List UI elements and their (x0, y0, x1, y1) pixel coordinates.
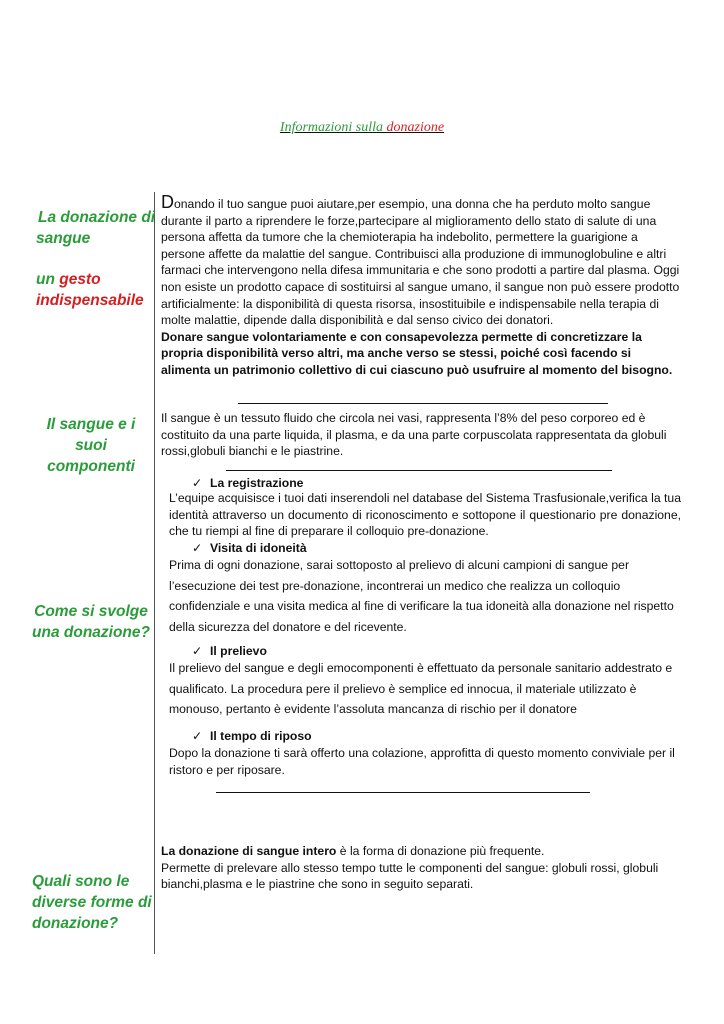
sidebar-s1-line4: indispensabile (36, 292, 144, 309)
sidebar-heading-forms (32, 871, 152, 934)
sidebar-heading-process (32, 601, 150, 643)
step-title: La registrazione (210, 476, 304, 490)
sidebar-s2-line3: componenti (47, 458, 135, 475)
sidebar-s2-line1: Il sangue e i (46, 416, 136, 433)
components-paragraph: Il sangue è un tessuto fluido che circola nei vasi, rappresenta l’8% del peso corporeo ed è costituito da una parte liquida, il plasma, e da una parte corpuscolata rappresentata da globuli rossi,globuli bianchi e le piastrine. (161, 411, 667, 459)
title-part2: donazione (386, 120, 445, 135)
sidebar-heading-donation (36, 207, 155, 311)
check-icon: ✓ (192, 476, 203, 490)
step-text-draw: Il prelievo del sangue e degli emocomponenti è effettuato da personale sanitario addestrato e qualificato. La procedura pere il prelievo è semplice ed innocua, il materiale utilizzato è monouso, pertanto è evidente l’assoluta mancanza di rischio per il donatore (169, 661, 673, 716)
step-title: Visita di idoneità (210, 541, 307, 555)
step-text-eligibility: Prima di ogni donazione, sarai sottoposto al prelievo di alcuni campioni di sangue per l’esecuzione dei test pre-donazione, incontrerai un medico che realizza un colloquio confidenziale e una visita medica al fine di verificare la tua idoneità alla donazione nel rispetto della sicurezza del donatore e del ricevente. (169, 558, 674, 634)
title-part1: Informazioni sulla (279, 120, 383, 135)
step-heading-eligibility (192, 541, 307, 555)
sidebar-s4-line2: diverse forme di (32, 894, 152, 911)
sidebar-heading-components (36, 414, 146, 477)
intro-text: onando il tuo sangue puoi aiutare,per esempio, una donna che ha perduto molto sangue durante il parto a riprendere le forze,partecipare al miglioramento dello stato di salute di una persona affetta da tumore che la chemioterapia ha indebolito, permettere la guarigione a persone affette da malattie del sangue. Contribuisci alla produzione di immunoglobuline e altri farmaci che intervengono nella difesa immunitaria e che sono prodotti a partire dal plasma. Oggi non esiste un prodotto capace di sostituirsi al sangue umano, il sangue non può essere prodotto artificialmente: la disponibilità di questa risorsa, insostituibile e indispensabile nella terapia di molte malattie, dipende dalla disponibilità e dal senso civico dei donatori. (161, 197, 680, 328)
step-title: Il tempo di riposo (210, 729, 312, 743)
sidebar-s4-line1: Quali sono le (32, 873, 130, 890)
intro-bold-text: Donare sangue volontariamente e con consapevolezza permette di concretizzare la propria disponibilità verso altri, ma anche verso se stessi, poiché così facendo si alimenta un patrimonio collettivo di cui ciascuno può usufruire al momento del bisogno. (161, 329, 673, 377)
sidebar-s1-line3a: un (36, 271, 55, 288)
step-text-registration: L’equipe acquisisce i tuoi dati inserendoli nel database del Sistema Trasfusionale,verifica la tua identità attraverso un documento di riconoscimento e sottopone il questionario pre donazione, che tu riempi al fine di preparare il colloquio pre-donazione. (169, 491, 681, 539)
page-title (0, 120, 724, 136)
sidebar-s3-line2: una donazione? (32, 624, 150, 641)
separator-1 (238, 403, 608, 404)
check-icon: ✓ (192, 729, 203, 743)
step-heading-registration (192, 476, 303, 490)
separator-3 (216, 792, 590, 793)
check-icon: ✓ (192, 644, 203, 658)
step-text-rest: Dopo la donazione ti sarà offerto una colazione, approfitta di questo momento conviviale per il ristoro e per riposare. (169, 746, 675, 777)
forms-text1: è la forma di donazione più frequente. (336, 844, 545, 858)
sidebar-s1-line3b: gesto (59, 271, 101, 288)
sidebar-s4-line3: donazione? (32, 915, 119, 932)
forms-paragraph (161, 843, 681, 893)
intro-paragraph (161, 194, 681, 379)
step-heading-rest (192, 729, 312, 743)
sidebar-s1-line1: La donazione di (38, 209, 156, 226)
sidebar-s2-line2: suoi (75, 437, 107, 454)
sidebar-s3-line1: Come si svolge (34, 603, 148, 620)
sidebar-s1-line2: sangue (36, 230, 91, 247)
check-icon: ✓ (192, 541, 203, 555)
separator-2 (226, 470, 612, 471)
forms-bold: La donazione di sangue intero (161, 844, 337, 858)
forms-text2: Permette di prelevare allo stesso tempo tutte le componenti del sangue: globuli rossi, globuli bianchi,plasma e le piastrine che sono in seguito separati. (161, 860, 659, 892)
dropcap: D (161, 192, 174, 212)
step-title: Il prelievo (210, 644, 267, 658)
step-heading-draw (192, 644, 267, 658)
